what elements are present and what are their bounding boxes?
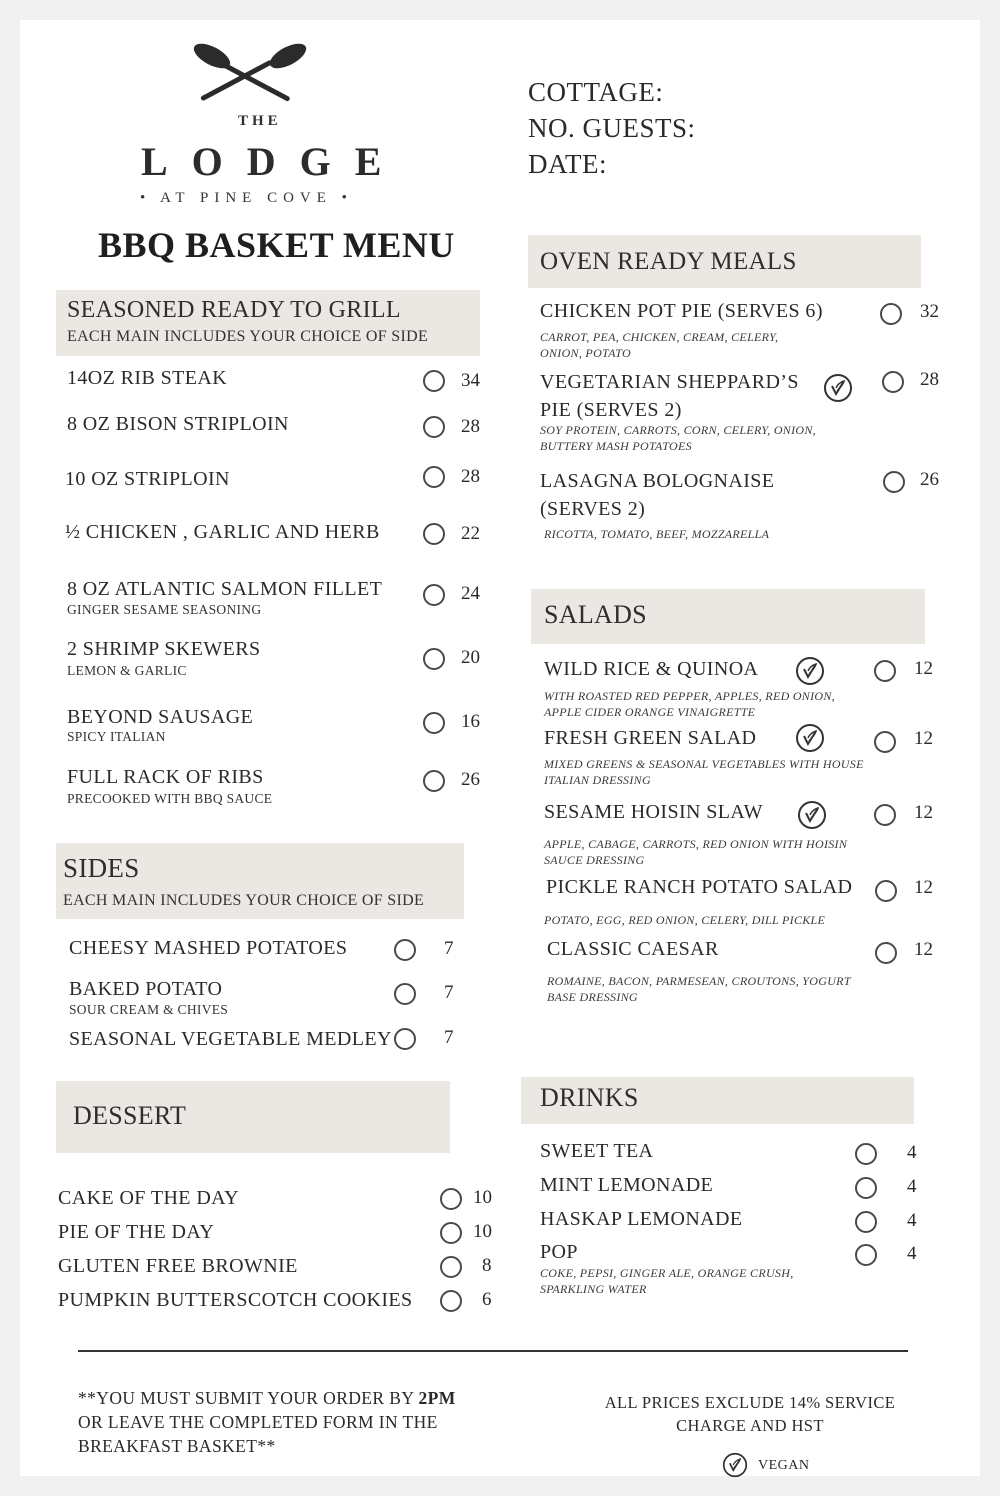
menu-item-name: SESAME HOISIN SLAW — [544, 801, 763, 823]
guests-label: NO. GUESTS: — [528, 113, 696, 143]
price: 6 — [482, 1289, 492, 1310]
vegan-leaf-icon — [795, 656, 825, 686]
checkbox-mashed-potatoes[interactable] — [394, 939, 416, 961]
price: 7 — [444, 938, 454, 959]
menu-item-name: HASKAP LEMONADE — [540, 1208, 743, 1230]
menu-item-name: 14OZ RIB STEAK — [67, 367, 228, 389]
order-deadline-note: **YOU MUST SUBMIT YOUR ORDER BY 2PM OR LEAVE THE COMPLETED FORM IN THE BREAKFAST BASKET** — [78, 1388, 456, 1456]
price: 20 — [461, 647, 480, 668]
checkbox-haskap-lemonade[interactable] — [855, 1211, 877, 1233]
checkbox-vegetable-medley[interactable] — [394, 1028, 416, 1050]
menu-item-name: BAKED POTATO — [69, 978, 223, 1000]
price: 4 — [907, 1142, 917, 1163]
price: 12 — [914, 658, 933, 679]
menu-item-name: SWEET TEA — [540, 1140, 654, 1162]
price: 12 — [914, 939, 933, 960]
cottage-label: COTTAGE: — [528, 77, 664, 107]
drinks-title: DRINKS — [540, 1083, 639, 1112]
sides-subtitle: EACH MAIN INCLUDES YOUR CHOICE OF SIDE — [63, 892, 425, 909]
menu-item-name: CAKE OF THE DAY — [58, 1187, 240, 1209]
price: 32 — [920, 301, 939, 322]
price: 16 — [461, 711, 480, 732]
checkbox-hoisin-slaw[interactable] — [874, 804, 896, 826]
divider — [78, 1350, 908, 1352]
checkbox-potato-salad[interactable] — [875, 880, 897, 902]
price: 24 — [461, 583, 480, 604]
menu-item-note: GINGER SESAME SEASONING — [67, 602, 262, 617]
menu-item-name: FULL RACK OF RIBS — [67, 766, 264, 788]
vegan-leaf-icon — [722, 1452, 748, 1478]
checkbox-cookies[interactable] — [440, 1290, 462, 1312]
checkbox-striploin[interactable] — [423, 466, 445, 488]
checkbox-half-chicken[interactable] — [423, 523, 445, 545]
menu-item-name: WILD RICE & QUINOA — [544, 658, 759, 680]
checkbox-pot-pie[interactable] — [880, 303, 902, 325]
price: 26 — [461, 769, 480, 790]
menu-item-name: GLUTEN FREE BROWNIE — [58, 1255, 298, 1277]
price: 10 — [473, 1187, 492, 1208]
menu-item-name: 8 OZ ATLANTIC SALMON FILLET — [67, 578, 383, 600]
sides-title: SIDES — [63, 853, 140, 883]
menu-item-name: BEYOND SAUSAGE — [67, 706, 254, 728]
menu-item-name: ½ CHICKEN , GARLIC AND HERB — [65, 521, 380, 543]
checkbox-brownie[interactable] — [440, 1256, 462, 1278]
menu-item-desc: POTATO, EGG, RED ONION, CELERY, DILL PICKLE — [544, 913, 826, 927]
dessert-title: DESSERT — [73, 1101, 187, 1130]
vegan-legend-label: VEGAN — [758, 1458, 810, 1473]
checkbox-pop[interactable] — [855, 1244, 877, 1266]
checkbox-sweet-tea[interactable] — [855, 1143, 877, 1165]
menu-item-note: SOUR CREAM & CHIVES — [69, 1002, 229, 1017]
checkbox-salmon[interactable] — [423, 584, 445, 606]
checkbox-mint-lemonade[interactable] — [855, 1177, 877, 1199]
checkbox-beyond-sausage[interactable] — [423, 712, 445, 734]
vegan-leaf-icon — [797, 800, 827, 830]
menu-item-desc: WITH ROASTED RED PEPPER, APPLES, RED ONION, APPLE CIDER ORANGE VINAIGRETTE — [544, 689, 835, 719]
menu-item-name: CHEESY MASHED POTATOES — [69, 937, 348, 959]
page-title: BBQ BASKET MENU — [98, 225, 455, 265]
brand-lodge: LODGE — [141, 139, 406, 184]
menu-item-name: FRESH GREEN SALAD — [544, 727, 757, 749]
menu-item-note: LEMON & GARLIC — [67, 663, 187, 678]
menu-item-desc: ROMAINE, BACON, PARMESEAN, CROUTONS, YOGURT BASE DRESSING — [547, 974, 851, 1004]
price: 28 — [461, 416, 480, 437]
checkbox-baked-potato[interactable] — [394, 983, 416, 1005]
menu-item-name: POP — [540, 1241, 578, 1263]
prices-note: ALL PRICES EXCLUDE 14% SERVICE CHARGE AND HST — [604, 1393, 896, 1435]
price: 12 — [914, 802, 933, 823]
price: 10 — [473, 1221, 492, 1242]
checkbox-shrimp[interactable] — [423, 648, 445, 670]
menu-item-name: 2 SHRIMP SKEWERS — [67, 638, 261, 660]
menu-item-name: MINT LEMONADE — [540, 1174, 714, 1196]
price: 34 — [461, 370, 480, 391]
vegan-leaf-icon — [795, 723, 825, 753]
menu-item-note: SPICY ITALIAN — [67, 729, 166, 744]
price: 28 — [920, 369, 939, 390]
menu-item-name: VEGETARIAN SHEPPARD’S PIE (SERVES 2) — [540, 371, 799, 421]
grill-title: SEASONED READY TO GRILL — [67, 297, 401, 323]
brand-subtitle: • AT PINE COVE • — [140, 190, 353, 206]
menu-item-desc: RICOTTA, TOMATO, BEEF, MOZZARELLA — [544, 527, 770, 541]
checkbox-lasagna[interactable] — [883, 471, 905, 493]
price: 12 — [914, 877, 933, 898]
menu-item-note: PRECOOKED WITH BBQ SAUCE — [67, 791, 273, 806]
checkbox-shepherds-pie[interactable] — [882, 371, 904, 393]
menu-item-name: CHICKEN POT PIE (SERVES 6) — [540, 300, 823, 322]
menu-item-name: PUMPKIN BUTTERSCOTCH COOKIES — [58, 1289, 413, 1311]
menu-item-desc: COKE, PEPSI, GINGER ALE, ORANGE CRUSH, SPARKLING WATER — [540, 1266, 794, 1296]
menu-item-desc: MIXED GREENS & SEASONAL VEGETABLES WITH HOUSE ITALIAN DRESSING — [544, 757, 864, 787]
price: 4 — [907, 1243, 917, 1264]
checkbox-cake[interactable] — [440, 1188, 462, 1210]
price: 12 — [914, 728, 933, 749]
price: 28 — [461, 466, 480, 487]
checkbox-ribs[interactable] — [423, 770, 445, 792]
price: 7 — [444, 1027, 454, 1048]
menu-item-desc: CARROT, PEA, CHICKEN, CREAM, CELERY, ONION, POTATO — [540, 330, 779, 360]
price: 22 — [461, 523, 480, 544]
menu-item-name: CLASSIC CAESAR — [547, 938, 719, 960]
menu-item-desc: APPLE, CABAGE, CARROTS, RED ONION WITH HOISIN SAUCE DRESSING — [544, 837, 848, 867]
menu-item-name: SEASONAL VEGETABLE MEDLEY — [69, 1028, 392, 1050]
menu-item-name: PIE OF THE DAY — [58, 1221, 215, 1243]
salads-title: SALADS — [544, 600, 647, 629]
price: 26 — [920, 469, 939, 490]
menu-item-name: 8 OZ BISON STRIPLOIN — [67, 413, 289, 435]
price: 7 — [444, 982, 454, 1003]
date-label: DATE: — [528, 149, 607, 179]
checkbox-caesar[interactable] — [875, 942, 897, 964]
price: 4 — [907, 1210, 917, 1231]
checkbox-bison-striploin[interactable] — [423, 416, 445, 438]
price: 4 — [907, 1176, 917, 1197]
checkbox-wild-rice[interactable] — [874, 660, 896, 682]
menu-item-name: LASAGNA BOLOGNAISE (SERVES 2) — [540, 470, 775, 520]
grill-subtitle: EACH MAIN INCLUDES YOUR CHOICE OF SIDE — [67, 328, 429, 345]
menu-item-name: 10 OZ STRIPLOIN — [65, 468, 230, 490]
crossed-paddles-icon — [190, 40, 310, 120]
oven-title: OVEN READY MEALS — [540, 248, 797, 275]
checkbox-green-salad[interactable] — [874, 731, 896, 753]
checkbox-pie[interactable] — [440, 1222, 462, 1244]
menu-item-desc: SOY PROTEIN, CARROTS, CORN, CELERY, ONION, BUTTERY MASH POTATOES — [540, 423, 816, 453]
brand-the: THE — [238, 113, 282, 129]
price: 8 — [482, 1255, 492, 1276]
checkbox-rib-steak[interactable] — [423, 370, 445, 392]
vegan-leaf-icon — [823, 373, 853, 403]
menu-item-name: PICKLE RANCH POTATO SALAD — [546, 876, 853, 898]
